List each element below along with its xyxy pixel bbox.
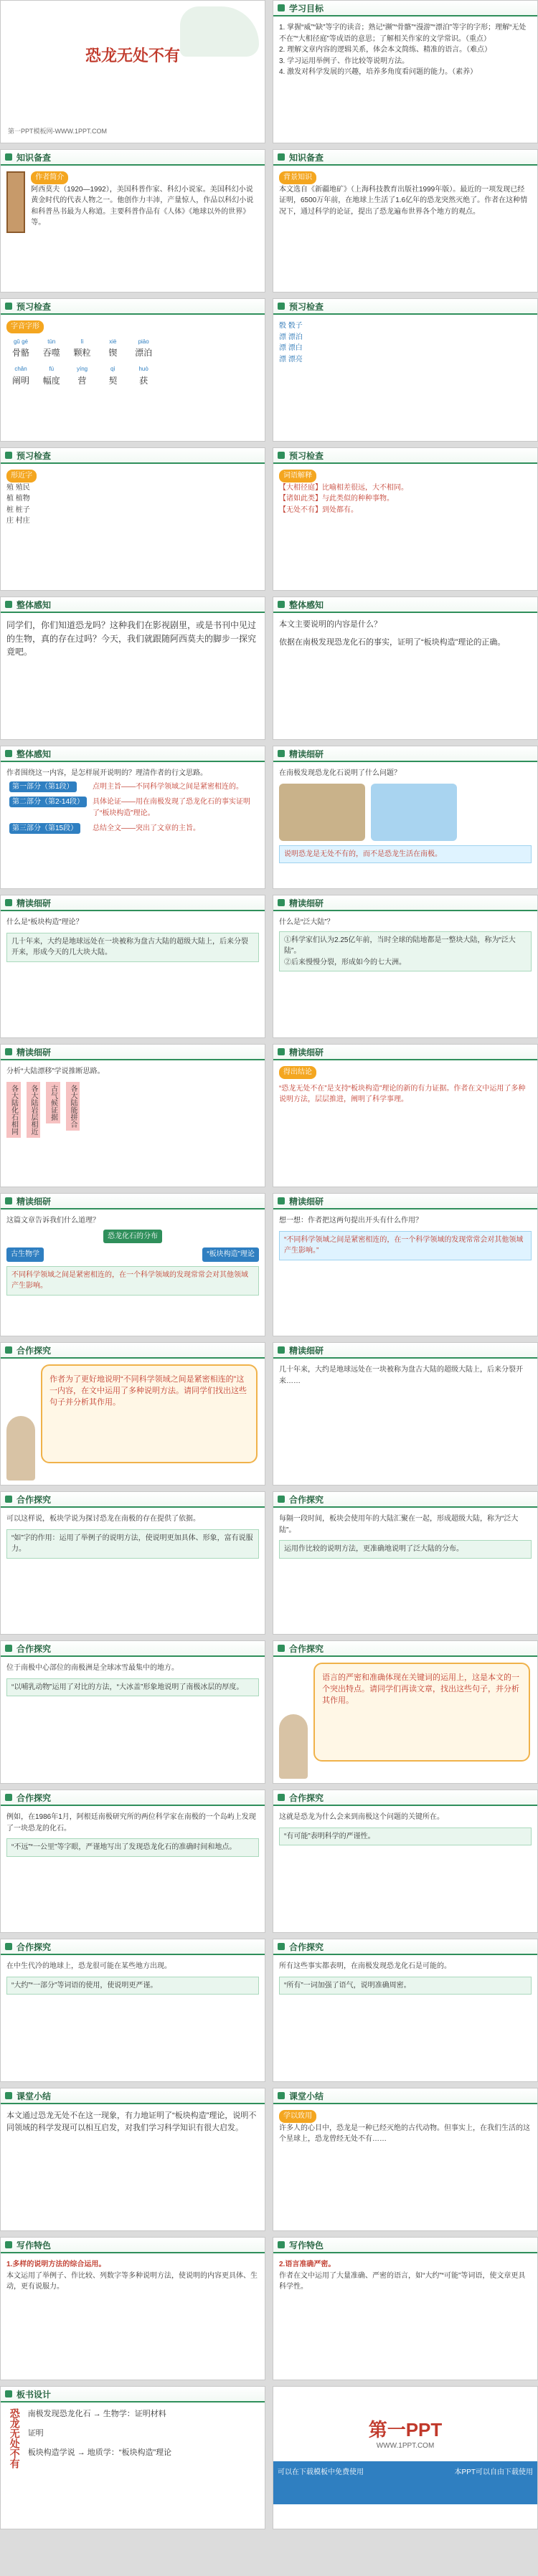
part-label: 第二部分（第2-14段） [9,797,87,807]
part-text: 总结全文——突出了文章的主旨。 [93,824,201,832]
slide-header [1,1194,265,1209]
slide-preview-1[interactable] [0,298,265,442]
feature-text: 本文运用了举例子、作比较、列数字等多种说明方法，使说明的内容更具体、生动，更有说服力。 [6,2271,258,2291]
fossil-image [279,784,365,841]
slide-header [273,150,537,166]
speech-bubble: 语言的严密和准确体现在关键词的运用上，这是本文的一个突出特点。请同学们再读文章，找出这些句子，并分析其作用。 [313,1663,530,1762]
pinyin: lì [80,338,84,345]
header-icon [278,1048,285,1055]
board-line: 板块构造学说 → 地质学：“板块构造”理论 [27,2448,172,2458]
brand-url: WWW.1PPT.COM [376,2442,435,2450]
slide-body [1,1062,265,1187]
header-title: 课堂小结 [289,2091,324,2101]
header-icon [5,750,12,757]
header-icon [278,1346,285,1354]
board-mid: 证明 [27,2429,44,2438]
slide-body [1,316,265,441]
board-line: 南极发现恐龙化石 → 生物学：证明材料 [27,2410,166,2418]
slide-body [273,1509,537,1634]
header-title: 精读细研 [289,898,324,908]
slide-coop-10[interactable] [273,1939,538,2082]
slide-header [273,597,537,613]
slide-coop-3[interactable] [0,1491,265,1635]
slide-header [273,2088,537,2104]
thinker-illustration [6,1416,35,1481]
preview-line: 植 植物 [6,495,30,503]
preview-item: 漂 漂泊 [279,333,303,341]
ad-banner [273,2461,537,2504]
slide-body [273,1957,537,2081]
pinyin: fú [49,366,55,373]
header-icon [5,899,12,906]
right-box: “板块构造”理论 [202,1247,259,1262]
fine-text: “不同科学领域之间是紧密相连的，在一个科学领域的发现常常会对其他领域产生影响。” [279,1231,532,1260]
coop-text: 几十年来，大约是地球远处在一块被称为盘古大陆的超级大陆上，后来分裂开来…… [279,1366,523,1385]
hanzi: 契 [108,375,118,386]
part-label: 第一部分（第1段） [9,781,77,792]
part-label: 第三部分（第15段） [9,823,80,834]
slide-header [273,2238,537,2253]
author-photo [6,171,25,233]
slide-body [273,1211,537,1336]
slide-knowledge-1[interactable] [0,149,265,293]
slide-coop-8[interactable] [273,1790,538,1933]
slide-knowledge-2[interactable] [273,149,538,293]
overall-question: 本文主要说明的内容是什么？ [279,620,382,629]
header-icon [5,1794,12,1801]
header-icon [5,601,12,608]
coop-text: 例如，在1986年1月，阿根廷南极研究所的两位科学家在南极的一个岛屿上发现了一块恐龙的化石。 [6,1813,256,1833]
feature-text: 作者在文中运用了大量准确、严密的语言，如“大约”“可能”等词语，使文章更具科学性。 [279,2271,526,2291]
map-image [371,784,457,841]
header-icon [278,303,285,310]
header-title: 合作探究 [289,1494,324,1505]
slide-body [1,167,265,292]
header-title: 写作特色 [289,2240,324,2251]
header-title: 合作探究 [289,1643,324,1654]
slide-feature-1[interactable] [0,2237,265,2380]
slide-header [1,895,265,911]
header-icon [278,2241,285,2248]
slide-header [1,2238,265,2253]
preview-item: 漂 漂白 [279,344,303,352]
header-icon [5,1496,12,1503]
header-icon [278,1496,285,1503]
header-title: 合作探究 [16,1345,52,1356]
slide-body [273,2255,537,2380]
hanzi: 锲 [108,347,118,358]
coop-note: “大约”“一部分”等词语的使用，使说明更严谨。 [6,1977,259,1995]
header-title: 学习目标 [289,3,324,14]
header-title: 知识备查 [16,152,52,163]
slide-body [1,1957,265,2081]
slide-body [1,2106,265,2230]
hanzi: 吞噬 [42,347,60,358]
slide-coop-4[interactable] [273,1491,538,1635]
coop-note: “不远”“一公里”等字眼，严谨地写出了发现恐龙化石的准确时间和地点。 [6,1838,259,1857]
slide-header [1,1641,265,1657]
slide-coop-6[interactable] [273,1640,538,1784]
definition-line: 【诸如此类】与此类似的种种事物。 [279,495,394,503]
section-tag: 词语解释 [279,470,316,483]
pinyin: yíng [77,366,88,373]
brand-logo: 第一PPT [368,2419,443,2440]
left-box: 古生物学 [6,1247,44,1262]
structure-question: 作者围绕这一内容，是怎样展开说明的？理清作者的行文思路。 [6,769,207,777]
fine-line: ①科学家们认为2.25亿年前，当时全球的陆地都是一整块大陆，称为“泛大陆”。 [284,936,516,955]
slide-body [1,1211,265,1336]
section-tag: 字音字形 [6,320,44,333]
fine-answer: 几十年来，大约是地球远处在一块被称为盘古大陆的超级大陆上，后来分裂开来，形成今天的几大块大陆。 [6,933,259,962]
step-pill: 各大陆化石相同 [6,1082,21,1138]
header-icon [5,2092,12,2099]
slide-header [273,448,537,464]
slide-header [1,1045,265,1060]
header-icon [278,452,285,459]
slide-header [273,1492,537,1508]
slide-header [1,746,265,762]
section-tag: 作者简介 [31,171,68,184]
slide-body [1,2255,265,2380]
section-tag: 得出结论 [279,1066,316,1079]
header-icon [5,2390,12,2397]
cover-footer: 第一PPT模板网-WWW.1PPT.COM [8,128,107,135]
hanzi: 阐明 [11,375,29,386]
header-title: 板书设计 [16,2389,52,2400]
header-icon [278,2092,285,2099]
slide-board[interactable] [0,2386,265,2529]
slide-body [273,167,537,292]
definition-line: 【大相径庭】比喻相差很远，大不相同。 [279,483,408,492]
slide-body [1,2404,265,2529]
header-icon [5,303,12,310]
header-title: 预习检查 [289,450,324,461]
slide-fine-5[interactable] [273,1044,538,1187]
slide-preview-3[interactable] [0,447,265,591]
header-icon [278,601,285,608]
header-title: 精读细研 [289,748,324,759]
header-icon [278,1943,285,1950]
header-icon [5,1346,12,1354]
hanzi: 漂泊 [135,347,153,358]
slide-body [1,614,265,739]
header-icon [278,1794,285,1801]
header-title: 整体感知 [16,748,52,759]
board-vertical-title: 恐龙无处不有 [9,2408,21,2468]
slide-fine-3[interactable] [273,895,538,1038]
coop-text: 位于南极中心部位的南极洲是全球冰雪最集中的地方。 [6,1664,179,1672]
slide-fine-1[interactable] [273,746,538,889]
header-icon [278,4,285,11]
header-icon [5,1197,12,1204]
header-title: 合作探究 [16,1941,52,1952]
header-title: 写作特色 [16,2240,52,2251]
pinyin: qì [110,366,115,373]
coop-note: 运用作比较的说明方法，更准确地说明了泛大陆的分布。 [279,1540,532,1559]
pinyin: xiè [109,338,117,345]
slide-header [273,1790,537,1806]
preview-line: 庄 村庄 [6,517,30,525]
header-icon [278,1197,285,1204]
preview-item: 骰 骰子 [279,322,303,330]
slide-goals[interactable] [273,0,538,143]
header-title: 合作探究 [289,1941,324,1952]
hanzi: 颗粒 [73,347,91,358]
header-icon [278,153,285,161]
slide-fine-6[interactable] [0,1193,265,1336]
summary-text: 许多人的心目中，恐龙是一种已经灭绝的古代动物。但事实上，在我们生活的这个星球上，恐龙曾经无处不有…… [279,2124,530,2143]
slide-body [273,465,537,590]
slide-header [1,1790,265,1806]
goal-item: 3. 学习运用举例子、作比较等说明方法。 [279,57,410,65]
slide-header [273,299,537,315]
header-icon [5,2241,12,2248]
slide-body [273,614,537,739]
header-icon [5,153,12,161]
slide-summary-2[interactable] [273,2088,538,2231]
conclusion-text: “恐龙无处不在”是支持“板块构造”理论的新的有力证据。作者在文中运用了多种说明方法，层层推进，阐明了科学事理。 [279,1084,526,1103]
slide-fine-4[interactable] [0,1044,265,1187]
slide-header [1,299,265,315]
slide-header [1,1343,265,1359]
hanzi: 幅度 [42,375,60,386]
summary-text: 本文通过恐龙无处不在这一现象，有力地证明了“板块构造”理论，说明不同领域的科学发现可以相互启发，对我们学习科学知识有很大启发。 [6,2111,257,2133]
slide-fine-2[interactable] [0,895,265,1038]
background-text: 本文选自《新疆地矿》（上海科技教育出版社1999年版）。最近的一项发现已经证明，6500万年前，在地球上生活了1.6亿年的恐龙突然灭绝了。作者在这种情况下，通过科学的论证，提出了恐龙遍布世界各个地方的观点。 [279,185,528,216]
slide-header [273,1343,537,1359]
step-pill: 各大陆岩层相近 [27,1082,41,1138]
coop-text: 可以这样说，板块学说为探讨恐龙在南极的存在提供了依据。 [6,1515,200,1523]
slide-feature-2[interactable] [273,2237,538,2380]
header-title: 合作探究 [289,1792,324,1803]
part-text: 具体论证——用在南极发现了恐龙化石的事实证明了“板块构造”理论。 [93,798,251,817]
slide-body [273,316,537,441]
slide-body [1,913,265,1037]
slide-header [1,2088,265,2104]
header-title: 精读细研 [16,1196,52,1207]
header-icon [5,1645,12,1652]
header-title: 合作探究 [16,1494,52,1505]
slide-body [1,465,265,590]
coop-text: 所有这些事实都表明，在南极发现恐龙化石是可能的。 [279,1962,451,1970]
speech-bubble: 作者为了更好地说明“不同科学领域之间是紧密相连的”这一内容，在文中运用了多种说明方法。请同学们找出这些句子并分析其作用。 [41,1364,258,1463]
preview-line: 桩 桩子 [6,505,30,514]
header-icon [5,1048,12,1055]
header-title: 精读细研 [289,1345,324,1356]
coop-text: 每隔一段时间，板块会使用年的大陆汇聚在一起，形成超级大陆，称为“泛大陆”。 [279,1515,519,1534]
slide-body [1,1509,265,1634]
coop-note: “有可能”表明科学的严谨性。 [279,1828,532,1846]
fine-question: 什么是“泛大陆”？ [279,918,334,926]
step-pill: 古气候证据 [46,1082,60,1123]
pinyin: gǔ gé [13,338,29,345]
slide-header [273,1,537,16]
section-tag: 形近字 [6,470,37,483]
goal-item: 4. 激发对科学发展的兴趣，培养多角度看问题的能力。（素养） [279,68,478,76]
fine-answer: 说明恐龙是无处不有的，而不是恐龙生活在南极。 [279,845,532,864]
goal-item: 1. 掌握“威”“缺”等字的读音；熟记“濒”“骨骼”“漫游”“漂泊”等字的字形；理解“无处不在”“大相径庭”等成语的意思；了解相关作家的文学常识。（重点） [279,24,527,43]
bottom-box: 不同科学领域之间是紧密相连的，在一个科学领域的发现常常会对其他领域产生影响。 [6,1266,259,1296]
slide-body [273,764,537,888]
slide-coop-2[interactable] [273,1342,538,1486]
slide-body [273,2106,537,2230]
header-title: 精读细研 [16,898,52,908]
preview-line: 殖 殖民 [6,483,30,492]
definition-line: 【无处不有】到处都有。 [279,505,358,514]
hanzi: 获 [139,375,148,386]
header-title: 精读细研 [16,1047,52,1058]
header-title: 整体感知 [16,599,52,610]
slide-cover[interactable] [0,0,265,143]
preview-item: 漂 漂亮 [279,355,303,363]
coop-note: “如”字的作用：运用了举例子的说明方法，使说明更加具体、形象，富有说服力。 [6,1529,259,1559]
slide-body [273,18,537,143]
fine-question: 分析“大陆漂移”学说推断思路。 [6,1068,105,1075]
thinker-illustration [279,1714,308,1779]
slide-header [273,895,537,911]
header-icon [278,1645,285,1652]
step-pill: 各大陆能拼合 [66,1082,80,1131]
cover-title: 恐龙无处不有 [85,47,180,65]
hanzi: 营 [77,375,87,386]
header-icon [5,452,12,459]
pinyin: huò [138,366,148,373]
slide-header [1,448,265,464]
feature-title: 1.多样的说明方法的综合运用。 [6,2261,106,2268]
fine-question: 在南极发现恐龙化石说明了什么问题？ [279,769,401,777]
slide-coop-5[interactable] [0,1640,265,1784]
header-title: 整体感知 [289,599,324,610]
slide-body [273,1807,537,1932]
slide-coop-7[interactable] [0,1790,265,1933]
header-title: 预习检查 [16,450,52,461]
coop-note: “以哺乳动物”运用了对比的方法，“大冰盖”形象地说明了南极冰层的厚度。 [6,1678,259,1697]
overall-answer: 依据在南极发现恐龙化石的事实，证明了“板块构造”理论的正确。 [279,638,506,647]
slide-summary-1[interactable] [0,2088,265,2231]
slide-body [273,913,537,1037]
author-text: 阿西莫夫（1920—1992），美国科普作家、科幻小说家。美国科幻小说黄金时代的代表人物之一。他创作力丰沛，产量惊人，作品以科幻小说和科普丛书最为人称道。主要科普作品有《人体》《地球以外的世界》等。 [31,185,254,227]
hanzi: 骨骼 [11,347,29,358]
header-icon [5,1943,12,1950]
header-title: 课堂小结 [16,2091,52,2101]
slide-body [1,1658,265,1783]
slide-body [273,1062,537,1187]
header-title: 精读细研 [289,1196,324,1207]
slide-header [1,2387,265,2402]
coop-text: 在中生代冷的地球上，恐龙很可能在某些地方出现。 [6,1962,171,1970]
slide-header [1,150,265,166]
header-title: 精读细研 [289,1047,324,1058]
ad-left: 可以在下载模板中免费使用 [278,2468,364,2476]
slide-overall[interactable] [273,597,538,740]
center-box: 恐龙化石的分布 [103,1230,162,1244]
fine-line: ②后来慢慢分裂，形成如今的七大洲。 [284,958,406,966]
pinyin: chǎn [14,366,27,373]
part-text: 点明主旨——不同科学领域之间是紧密相连的。 [93,782,244,791]
header-title: 合作探究 [16,1643,52,1654]
header-icon [278,899,285,906]
pinyin: tūn [47,338,56,345]
intro-question: 同学们，你们知道恐龙吗？这种我们在影视剧里，或是书刊中见过的生物，真的存在过吗？今天，我们就跟随阿西莫夫的脚步一探究竟吧。 [6,620,257,657]
slide-body [1,764,265,888]
header-title: 预习检查 [16,301,52,312]
slide-header [273,1641,537,1657]
slide-header [273,1194,537,1209]
header-title: 预习检查 [289,301,324,312]
goal-item: 2. 理解文章内容的逻辑关系，体会本文简练、精准的语言。（难点） [279,46,492,54]
section-tag: 学以致用 [279,2110,316,2123]
header-icon [278,750,285,757]
slide-header [1,1492,265,1508]
slide-ending[interactable] [273,2386,538,2529]
slide-coop-9[interactable] [0,1939,265,2082]
coop-note: “所有”一词加强了语气，说明准确周密。 [279,1977,532,1995]
structure-table [6,779,259,837]
slide-preview-2[interactable] [273,298,538,442]
slide-body [273,1360,537,1485]
slide-header [1,597,265,613]
slide-coop-1[interactable] [0,1342,265,1486]
coop-text: 这就是恐龙为什么会来到南极这个问题的关键所在。 [279,1813,444,1821]
slide-fine-7[interactable] [273,1193,538,1336]
fine-question: 什么是“板块构造”理论？ [6,918,83,926]
slide-body [1,1807,265,1932]
slide-preview-4[interactable] [273,447,538,591]
header-title: 合作探究 [16,1792,52,1803]
section-tag: 背景知识 [279,171,316,184]
header-title: 知识备查 [289,152,324,163]
pinyin: piāo [138,338,149,345]
ad-right: 本PPT可以自由下载使用 [454,2468,533,2476]
slide-header [273,746,537,762]
fine-question: 想一想：作者把这两句提出开头有什么作用？ [279,1217,423,1225]
slide-header [273,1045,537,1060]
feature-title: 2.语言准确严密。 [279,2261,336,2268]
slide-intro[interactable] [0,597,265,740]
slide-header [1,1939,265,1955]
slide-header [273,1939,537,1955]
fine-question: 这篇文章告诉我们什么道理？ [6,1217,100,1225]
slide-structure[interactable] [0,746,265,889]
